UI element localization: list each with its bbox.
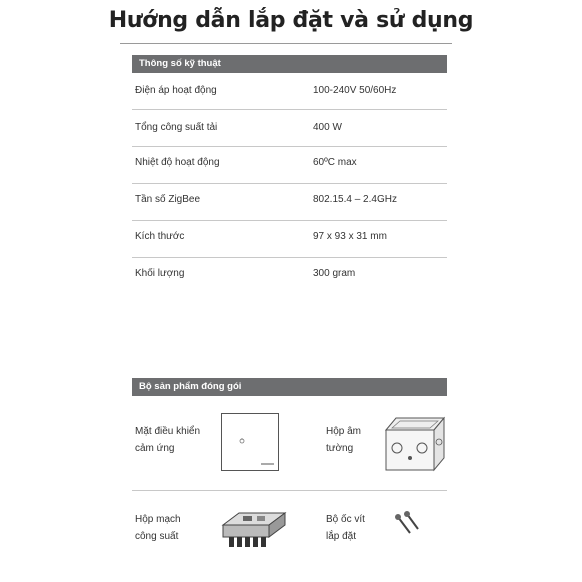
- wall-box-icon: [382, 412, 446, 476]
- package-header: Bộ sản phẩm đóng gói: [132, 378, 447, 396]
- package-item-label: Hộp mạch công suất: [135, 514, 181, 542]
- spec-row: [132, 221, 447, 258]
- package-row: [132, 491, 447, 582]
- spec-label: Tần số ZigBee: [135, 194, 201, 205]
- spec-value: 100-240V 50/60Hz: [313, 85, 397, 96]
- screws-icon: [394, 511, 420, 537]
- spec-row: [132, 184, 447, 221]
- power-board-icon: [221, 509, 287, 553]
- spec-row: [132, 110, 447, 147]
- spec-value: 802.15.4 – 2.4GHz: [313, 194, 397, 205]
- spec-label: Tổng công suất tải: [135, 122, 218, 133]
- spec-row: [132, 258, 447, 295]
- spec-value: 60ºC max: [313, 157, 357, 168]
- spec-row: [132, 73, 447, 110]
- specs-header: Thông số kỹ thuật: [132, 55, 447, 73]
- page-title: Hướng dẫn lắp đặt và sử dụng: [108, 8, 474, 33]
- touch-panel-icon: [221, 413, 279, 471]
- spec-label: Nhiệt độ hoạt động: [135, 157, 220, 168]
- spec-value: 97 x 93 x 31 mm: [313, 231, 387, 242]
- package-row: [132, 396, 447, 491]
- spec-value: 300 gram: [313, 268, 356, 279]
- title-divider: [120, 43, 452, 44]
- package-item-label: Bộ ốc vít lắp đặt: [326, 514, 365, 542]
- package-item-label: Mặt điều khiển cảm ứng: [135, 426, 201, 454]
- spec-label: Khối lượng: [135, 268, 185, 279]
- package-item-label: Hộp âm tường: [326, 426, 362, 454]
- spec-label: Kích thước: [135, 231, 185, 242]
- spec-row: [132, 147, 447, 184]
- spec-value: 400 W: [313, 122, 342, 133]
- spec-label: Điện áp hoạt động: [135, 85, 217, 96]
